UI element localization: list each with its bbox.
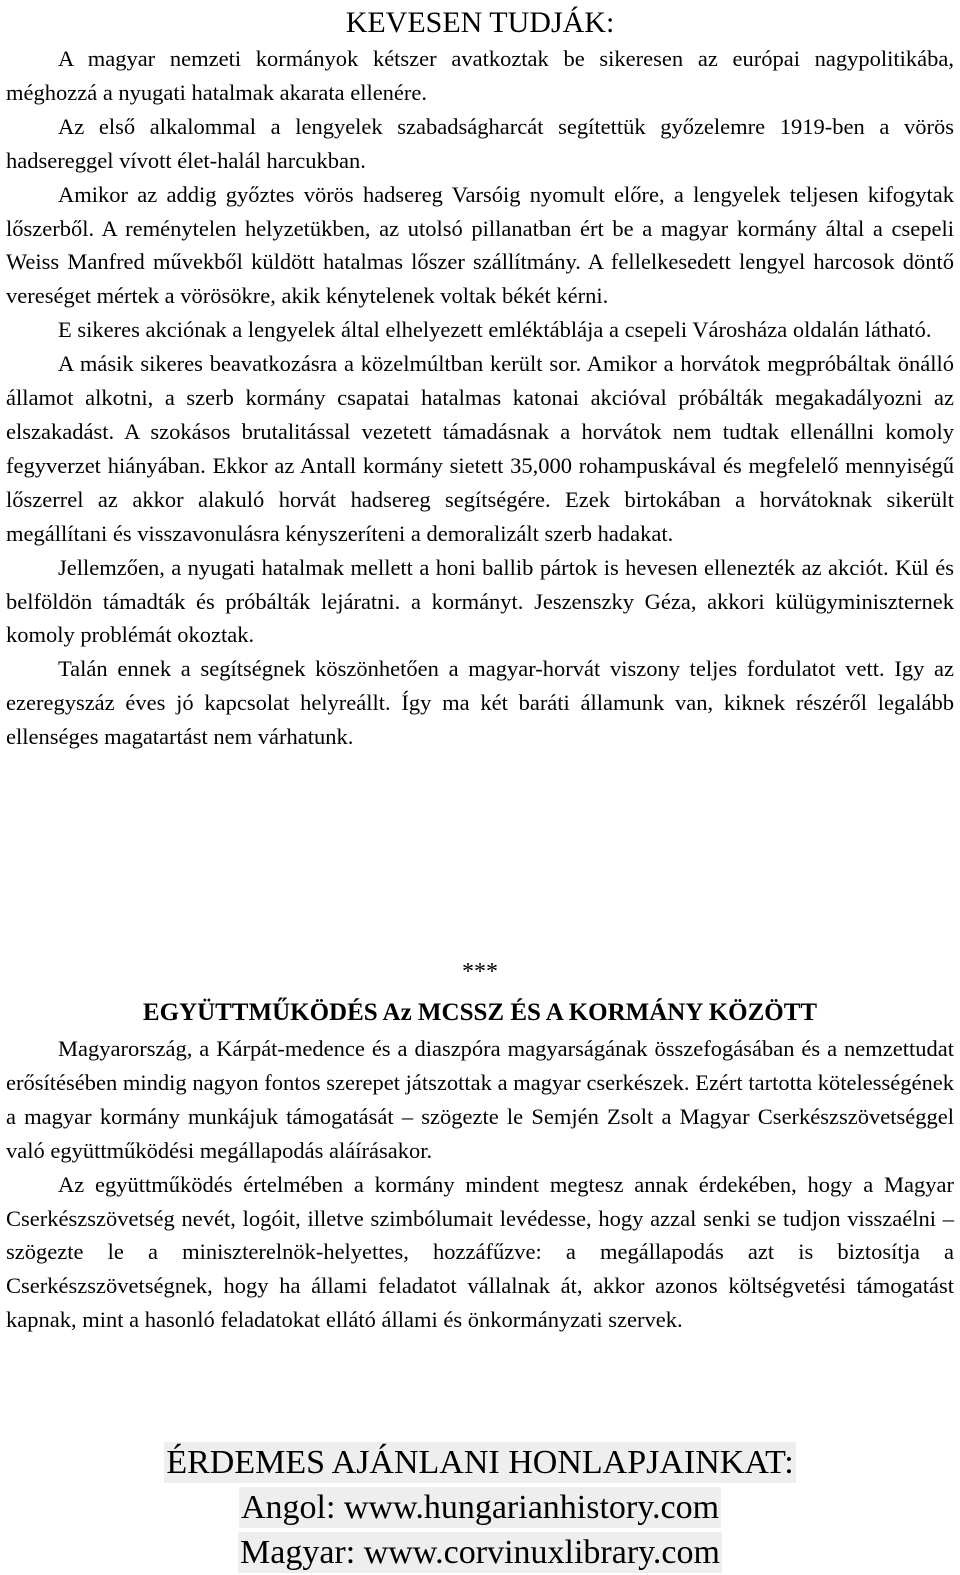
footer <box>0 1440 960 1575</box>
paragraph: A magyar nemzeti kormányok kétszer avatkoztak be sikeresen az európai nagypolitikába, méghozzá a nyugati hatalmak akarata ellenére. <box>6 46 954 105</box>
footer-english-site: Angol: www.hungarianhistory.com <box>240 1489 720 1526</box>
page-title: KEVESEN TUDJÁK: <box>345 6 615 39</box>
section-2-body <box>6 1032 954 1337</box>
paragraph: E sikeres akciónak a lengyelek által elhelyezett emléktáblája a csepeli Városháza oldalán látható. <box>58 317 932 343</box>
section-2-heading: EGYÜTTMŰKÖDÉS Az MCSSZ ÉS A KORMÁNY KÖZÖTT <box>142 999 818 1026</box>
paragraph: Talán ennek a segítségnek köszönhetően a magyar-horvát viszony teljes fordulatot vett. Igy az ezeregyszáz éves jó kapcsolat helyreállt. Így ma két baráti államunk van, kiknek részéről legalább ellenséges magatartást nem várhatunk. <box>6 656 954 750</box>
paragraph: Az első alkalommal a lengyelek szabadságharcát segítettük győzelemre 1919-ben a vörös hadsereggel vívott élet-halál harcukban. <box>6 113 954 173</box>
paragraph: Amikor az addig győztes vörös hadsereg Varsóig nyomult előre, a lengyelek teljesen kifogytak lőszerből. A reménytelen helyzetükben, az utolsó pillanatban ért be a magyar kormány által a csepeli Weiss Manfred művekből küldött hatalmas lőszer szállítmány. A fellelkesedett lengyel harcosok döntő vereséget mértek a vörösökre, akik kénytelenek voltak békét kérni. <box>6 181 954 309</box>
paragraph: Az együttműködés értelmében a kormány mindent megtesz annak érdekében, hogy a Magyar Cserkészszövetség nevét, logóit, illetve szimbólumait levédesse, hogy azzal senki se tudjon visszaélni – szögezte le a miniszterelnök-helyettes, hozzáfűzve: a megállapodás azt is biztosítja a Cserkészszövetségnek, hogy ha állami feladatot vállalnak át, akkor azonos költségvetési támogatást kapnak, mint a hasonló feladatokat ellátó állami és önkormányzati szervek. <box>6 1171 954 1333</box>
section-separator: *** <box>462 959 498 985</box>
section-1-body <box>6 42 954 754</box>
paragraph: Magyarország, a Kárpát-medence és a diaszpóra magyarságának összefogásában és a nemzettudat erősítésében mindig nagyon fontos szerepet játszottak a magyar cserkészek. Ezért tartotta kötelességének a magyar kormány munkájuk támogatását – szögezte le Semjén Zsolt a Magyar Cserkészszövetséggel való együttműködési megállapodás aláírásakor. <box>6 1036 954 1163</box>
paragraph: Jellemzően, a nyugati hatalmak mellett a honi ballib pártok is hevesen ellenezték az akciót. Kül és belföldön támadták és próbálták lejáratni. a kormányt. Jeszenszky Géza, akkori külügyminiszternek komoly problémát okoztak. <box>6 554 954 648</box>
paragraph: A másik sikeres beavatkozásra a közelmúltban került sor. Amikor a horvátok megpróbáltak önálló államot alkotni, a szerb kormány csapatai hatalmas katonai akcióval próbálták megakadályozni az elszakadást. A szokásos brutalitással vezetett támadásnak a horvátok nem tudtak ellenállni komoly fegyverzet hiányában. Ekkor az Antall kormány sietett 35,000 rohampuskával és megfelelő mennyiségű lőszerrel az akkor alakuló horvát hadsereg segítségére. Ezek birtokában a horvátoknak sikerült megállítani és visszavonulásra kényszeríteni a demoralizált szerb hadakat. <box>6 351 954 546</box>
footer-hungarian-site: Magyar: www.corvinuxlibrary.com <box>240 1534 720 1571</box>
footer-heading: ÉRDEMES AJÁNLANI HONLAPJAINKAT: <box>166 1444 794 1481</box>
